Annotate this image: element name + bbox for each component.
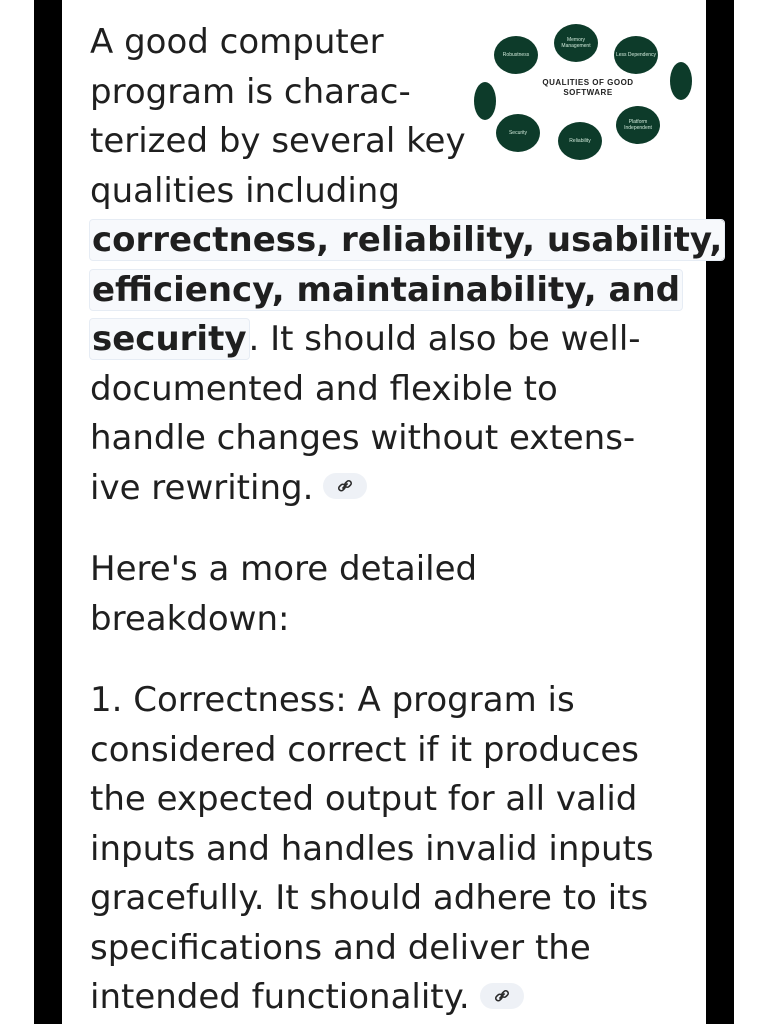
item-line: inputs and handles invalid inputs: [90, 828, 654, 869]
source-link-button[interactable]: [480, 983, 524, 1009]
link-icon: [493, 988, 511, 1004]
diagram-node: Platform Independent: [616, 106, 660, 144]
diagram-node: Security: [496, 114, 540, 152]
breakdown-line: breakdown:: [90, 598, 290, 639]
diagram-node: Less Dependency: [614, 36, 658, 74]
item-line: gracefully. It should adhere to its: [90, 878, 649, 918]
intro-line: A good computer: [90, 22, 384, 62]
intro-line: qualities including: [90, 170, 400, 211]
right-black-border: [706, 0, 734, 1024]
item-line: 1. Correctness: A program is: [90, 680, 575, 720]
item-line: the expected output for all valid: [90, 779, 638, 819]
link-icon: [336, 478, 354, 494]
breakdown-line: Here's a more detailed: [90, 549, 478, 589]
left-black-border: [34, 0, 62, 1024]
source-link-button[interactable]: [323, 473, 367, 499]
diagram-node: Memory Management: [554, 24, 598, 62]
item-line: considered correct if it produces: [90, 729, 639, 770]
highlighted-qualities: security: [92, 319, 247, 359]
intro-line: program is charac-: [90, 71, 411, 112]
highlighted-qualities: correctness, reliability, usability,: [92, 220, 723, 260]
diagram-title: QUALITIES OF GOOD SOFTWARE: [542, 78, 634, 97]
highlighted-qualities: efficiency, maintainability, and: [92, 269, 681, 310]
intro-line: ive rewriting.: [90, 467, 314, 508]
diagram-node: Reliability: [558, 122, 602, 160]
intro-line: documented and flexible to: [90, 368, 558, 409]
item-line: specifications and deliver the: [90, 927, 591, 968]
intro-line: handle changes without extens-: [90, 418, 636, 458]
intro-line: terized by several key: [90, 121, 466, 161]
diagram-node: Robustness: [494, 36, 538, 74]
item-line: intended functionality.: [90, 977, 470, 1017]
answer-text: [90, 18, 723, 1023]
intro-line: . It should also be well-: [248, 319, 641, 359]
